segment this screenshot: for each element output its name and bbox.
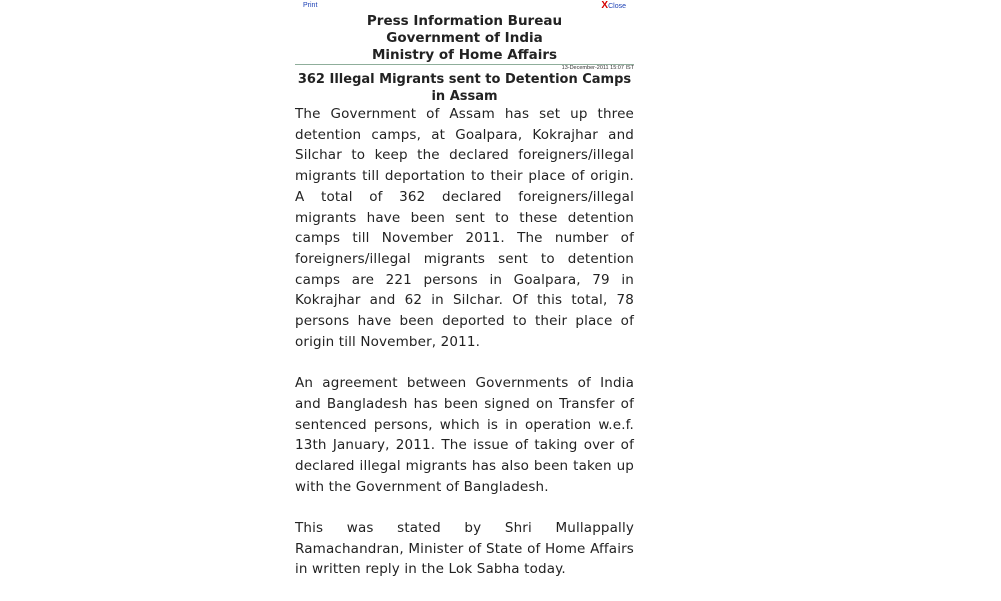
article-title: 362 Illegal Migrants sent to Detention Camps in Assam — [297, 72, 632, 104]
press-release-page — [295, 0, 634, 578]
masthead-bureau: Press Information Bureau — [366, 13, 563, 29]
article-paragraph-1: The Government of Assam has set up three detention camps, at Goalpara, Kokrajhar and Silchar to keep the declared foreigners/illegal migrants till deportation to their place of origin. A total of 362 declared foreigners/illegal migrants have been sent to these detention camps till November 2011. The number of foreigners/illegal migrants sent to detention camps are 221 persons in Goalpara, 79 in Kokrajhar and 62 in Silchar. Of this total, 78 persons have been deported to their place of origin till November, 2011. — [295, 106, 634, 350]
masthead-ministry: Ministry of Home Affairs — [371, 47, 558, 63]
masthead-government: Government of India — [386, 30, 543, 46]
article-paragraph-3: This was stated by Shri Mullappally Ramachandran, Minister of State of Home Affairs in written reply in the Lok Sabha today. — [295, 520, 634, 578]
close-icon[interactable]: X — [601, 0, 609, 11]
close-label[interactable]: Close — [608, 3, 626, 10]
print-link[interactable]: Print — [303, 2, 318, 9]
article-body — [295, 104, 634, 601]
article-paragraph-2: An agreement between Governments of India and Bangladesh has been signed on Transfer of sentenced persons, which is in operation w.e.f. 13th January, 2011. The issue of taking over of declared illegal migrants has also been taken up with the Government of Bangladesh. — [295, 375, 634, 495]
release-timestamp: 13-December-2011 15:07 IST — [561, 65, 634, 71]
close-link[interactable] — [601, 2, 626, 10]
masthead — [295, 13, 634, 64]
